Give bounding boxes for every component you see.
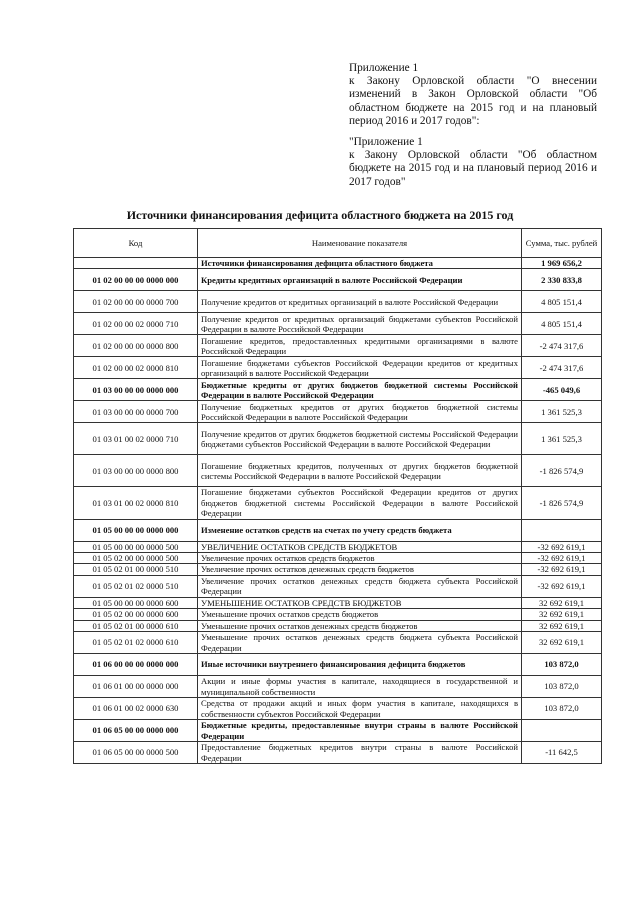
cell-code: 01 05 02 01 02 0000 510 — [74, 575, 198, 597]
cell-sum: 4 805 151,4 — [522, 313, 602, 335]
cell-code: 01 05 00 00 00 0000 500 — [74, 541, 198, 552]
cell-code: 01 05 02 01 02 0000 610 — [74, 632, 198, 654]
cell-sum: 2 330 833,8 — [522, 269, 602, 291]
table-row — [74, 620, 602, 631]
cell-sum: -1 826 574,9 — [522, 455, 602, 487]
cell-sum: 32 692 619,1 — [522, 632, 602, 654]
table-row — [74, 553, 602, 564]
table-row — [74, 564, 602, 575]
cell-sum — [522, 519, 602, 541]
table-row — [74, 609, 602, 620]
column-header-sum: Сумма, тыс. рублей — [522, 229, 602, 258]
cell-code: 01 02 00 00 00 0000 000 — [74, 269, 198, 291]
table-row — [74, 487, 602, 519]
cell-code: 01 03 01 00 02 0000 710 — [74, 423, 198, 455]
cell-name: Погашение бюджетами субъектов Российской Федерации кредитов от других бюджетов бюджетной системы Российской Федерации в валюте Российской Федерации — [198, 487, 522, 519]
cell-sum: -32 692 619,1 — [522, 553, 602, 564]
appendix-header — [349, 62, 597, 197]
table-row — [74, 519, 602, 541]
cell-code: 01 03 01 00 02 0000 810 — [74, 487, 198, 519]
table-row — [74, 335, 602, 357]
cell-name: Изменение остатков средств на счетах по учету средств бюджета — [198, 519, 522, 541]
cell-code: 01 05 02 01 00 0000 610 — [74, 620, 198, 631]
cell-sum: 4 805 151,4 — [522, 291, 602, 313]
cell-sum: -2 474 317,6 — [522, 335, 602, 357]
cell-sum: 1 361 525,3 — [522, 401, 602, 423]
table-row — [74, 676, 602, 698]
cell-name: Погашение бюджетами субъектов Российской Федерации кредитов от кредитных организаций в валюте Российской Федерации — [198, 357, 522, 379]
cell-sum: -1 826 574,9 — [522, 487, 602, 519]
cell-name: Увеличение прочих остатков средств бюджетов — [198, 553, 522, 564]
cell-name: Уменьшение прочих остатков денежных средств бюджетов — [198, 620, 522, 631]
cell-sum: 103 872,0 — [522, 676, 602, 698]
cell-name: Погашение кредитов, предоставленных кредитными организациями в валюте Российской Федерации — [198, 335, 522, 357]
table-row — [74, 269, 602, 291]
cell-name: УМЕНЬШЕНИЕ ОСТАТКОВ СРЕДСТВ БЮДЖЕТОВ — [198, 597, 522, 608]
cell-name: Иные источники внутреннего финансирования дефицита бюджетов — [198, 654, 522, 676]
cell-code: 01 03 00 00 00 0000 800 — [74, 455, 198, 487]
cell-name: Кредиты кредитных организаций в валюте Российской Федерации — [198, 269, 522, 291]
cell-code: 01 02 00 00 02 0000 810 — [74, 357, 198, 379]
cell-name: Увеличение прочих остатков денежных средств бюджетов — [198, 564, 522, 575]
cell-code: 01 05 02 00 00 0000 500 — [74, 553, 198, 564]
cell-sum: -11 642,5 — [522, 742, 602, 764]
cell-name: Получение кредитов от кредитных организаций бюджетами субъектов Российской Федерации в валюте Российской Федерации — [198, 313, 522, 335]
column-header-name: Наименование показателя — [198, 229, 522, 258]
document-title: Источники финансирования дефицита областного бюджета на 2015 год — [126, 208, 514, 222]
cell-code: 01 06 01 00 02 0000 630 — [74, 698, 198, 720]
cell-code: 01 03 00 00 00 0000 700 — [74, 401, 198, 423]
table-row — [74, 401, 602, 423]
cell-name: Акции и иные формы участия в капитале, находящиеся в государственной и муниципальной собственности — [198, 676, 522, 698]
cell-name: Получение кредитов от других бюджетов бюджетной системы Российской Федерации бюджетами субъектов Российской Федерации в валюте Российской Федерации — [198, 423, 522, 455]
table-header-row — [74, 229, 602, 258]
cell-name: Предоставление бюджетных кредитов внутри страны в валюте Российской Федерации — [198, 742, 522, 764]
cell-sum: -32 692 619,1 — [522, 564, 602, 575]
table-row — [74, 698, 602, 720]
table-row — [74, 423, 602, 455]
table-row — [74, 258, 602, 269]
financing-sources-table — [73, 228, 602, 764]
table-row — [74, 313, 602, 335]
cell-code: 01 06 01 00 00 0000 000 — [74, 676, 198, 698]
cell-name: Средства от продажи акций и иных форм участия в капитале, находящихся в собственности субъектов Российской Федерации — [198, 698, 522, 720]
cell-sum: 1 969 656,2 — [522, 258, 602, 269]
cell-sum — [522, 720, 602, 742]
cell-code: 01 05 00 00 00 0000 000 — [74, 519, 198, 541]
table-row — [74, 455, 602, 487]
cell-name: Уменьшение прочих остатков денежных средств бюджета субъекта Российской Федерации — [198, 632, 522, 654]
cell-name: УВЕЛИЧЕНИЕ ОСТАТКОВ СРЕДСТВ БЮДЖЕТОВ — [198, 541, 522, 552]
table-row — [74, 541, 602, 552]
cell-code: 01 05 02 01 00 0000 510 — [74, 564, 198, 575]
cell-name: Бюджетные кредиты, предоставленные внутри страны в валюте Российской Федерации — [198, 720, 522, 742]
cell-code: 01 05 02 00 00 0000 600 — [74, 609, 198, 620]
column-header-code: Код — [74, 229, 198, 258]
cell-name: Бюджетные кредиты от других бюджетов бюджетной системы Российской Федерации в валюте Российской Федерации — [198, 379, 522, 401]
table-row — [74, 357, 602, 379]
cell-code: 01 03 00 00 00 0000 000 — [74, 379, 198, 401]
table-row — [74, 654, 602, 676]
table-row — [74, 632, 602, 654]
table-row — [74, 379, 602, 401]
cell-sum: 32 692 619,1 — [522, 597, 602, 608]
table-row — [74, 742, 602, 764]
cell-code: 01 02 00 00 00 0000 700 — [74, 291, 198, 313]
cell-sum: 103 872,0 — [522, 698, 602, 720]
cell-code — [74, 258, 198, 269]
cell-code: 01 02 00 00 02 0000 710 — [74, 313, 198, 335]
appendix-amendment-note: Приложение 1 к Закону Орловской области "О внесении изменений в Закон Орловской области "Об областном бюджете на 2015 год и на плановый период 2016 и 2017 годов": — [349, 62, 597, 127]
table-body — [74, 258, 602, 764]
cell-code: 01 06 05 00 00 0000 500 — [74, 742, 198, 764]
cell-code: 01 06 00 00 00 0000 000 — [74, 654, 198, 676]
cell-name: Источники финансирования дефицита областного бюджета — [198, 258, 522, 269]
cell-code: 01 02 00 00 00 0000 800 — [74, 335, 198, 357]
cell-sum: -2 474 317,6 — [522, 357, 602, 379]
table-row — [74, 720, 602, 742]
cell-name: Получение бюджетных кредитов от других бюджетов бюджетной системы Российской Федерации в валюте Российской Федерации — [198, 401, 522, 423]
cell-sum: 1 361 525,3 — [522, 423, 602, 455]
cell-sum: 32 692 619,1 — [522, 609, 602, 620]
cell-sum: -465 049,6 — [522, 379, 602, 401]
cell-sum: 32 692 619,1 — [522, 620, 602, 631]
cell-name: Увеличение прочих остатков денежных средств бюджета субъекта Российской Федерации — [198, 575, 522, 597]
cell-sum: 103 872,0 — [522, 654, 602, 676]
table-row — [74, 575, 602, 597]
cell-code: 01 06 05 00 00 0000 000 — [74, 720, 198, 742]
cell-name: Уменьшение прочих остатков средств бюджетов — [198, 609, 522, 620]
table-row — [74, 597, 602, 608]
table-row — [74, 291, 602, 313]
cell-code: 01 05 00 00 00 0000 600 — [74, 597, 198, 608]
cell-sum: -32 692 619,1 — [522, 541, 602, 552]
cell-name: Погашение бюджетных кредитов, полученных от других бюджетов бюджетной системы Российской Федерации в валюте Российской Федерации — [198, 455, 522, 487]
cell-sum: -32 692 619,1 — [522, 575, 602, 597]
appendix-original-note: "Приложение 1 к Закону Орловской области "Об областном бюджете на 2015 год и на плановый период 2016 и 2017 годов" — [349, 136, 597, 188]
cell-name: Получение кредитов от кредитных организаций в валюте Российской Федерации — [198, 291, 522, 313]
